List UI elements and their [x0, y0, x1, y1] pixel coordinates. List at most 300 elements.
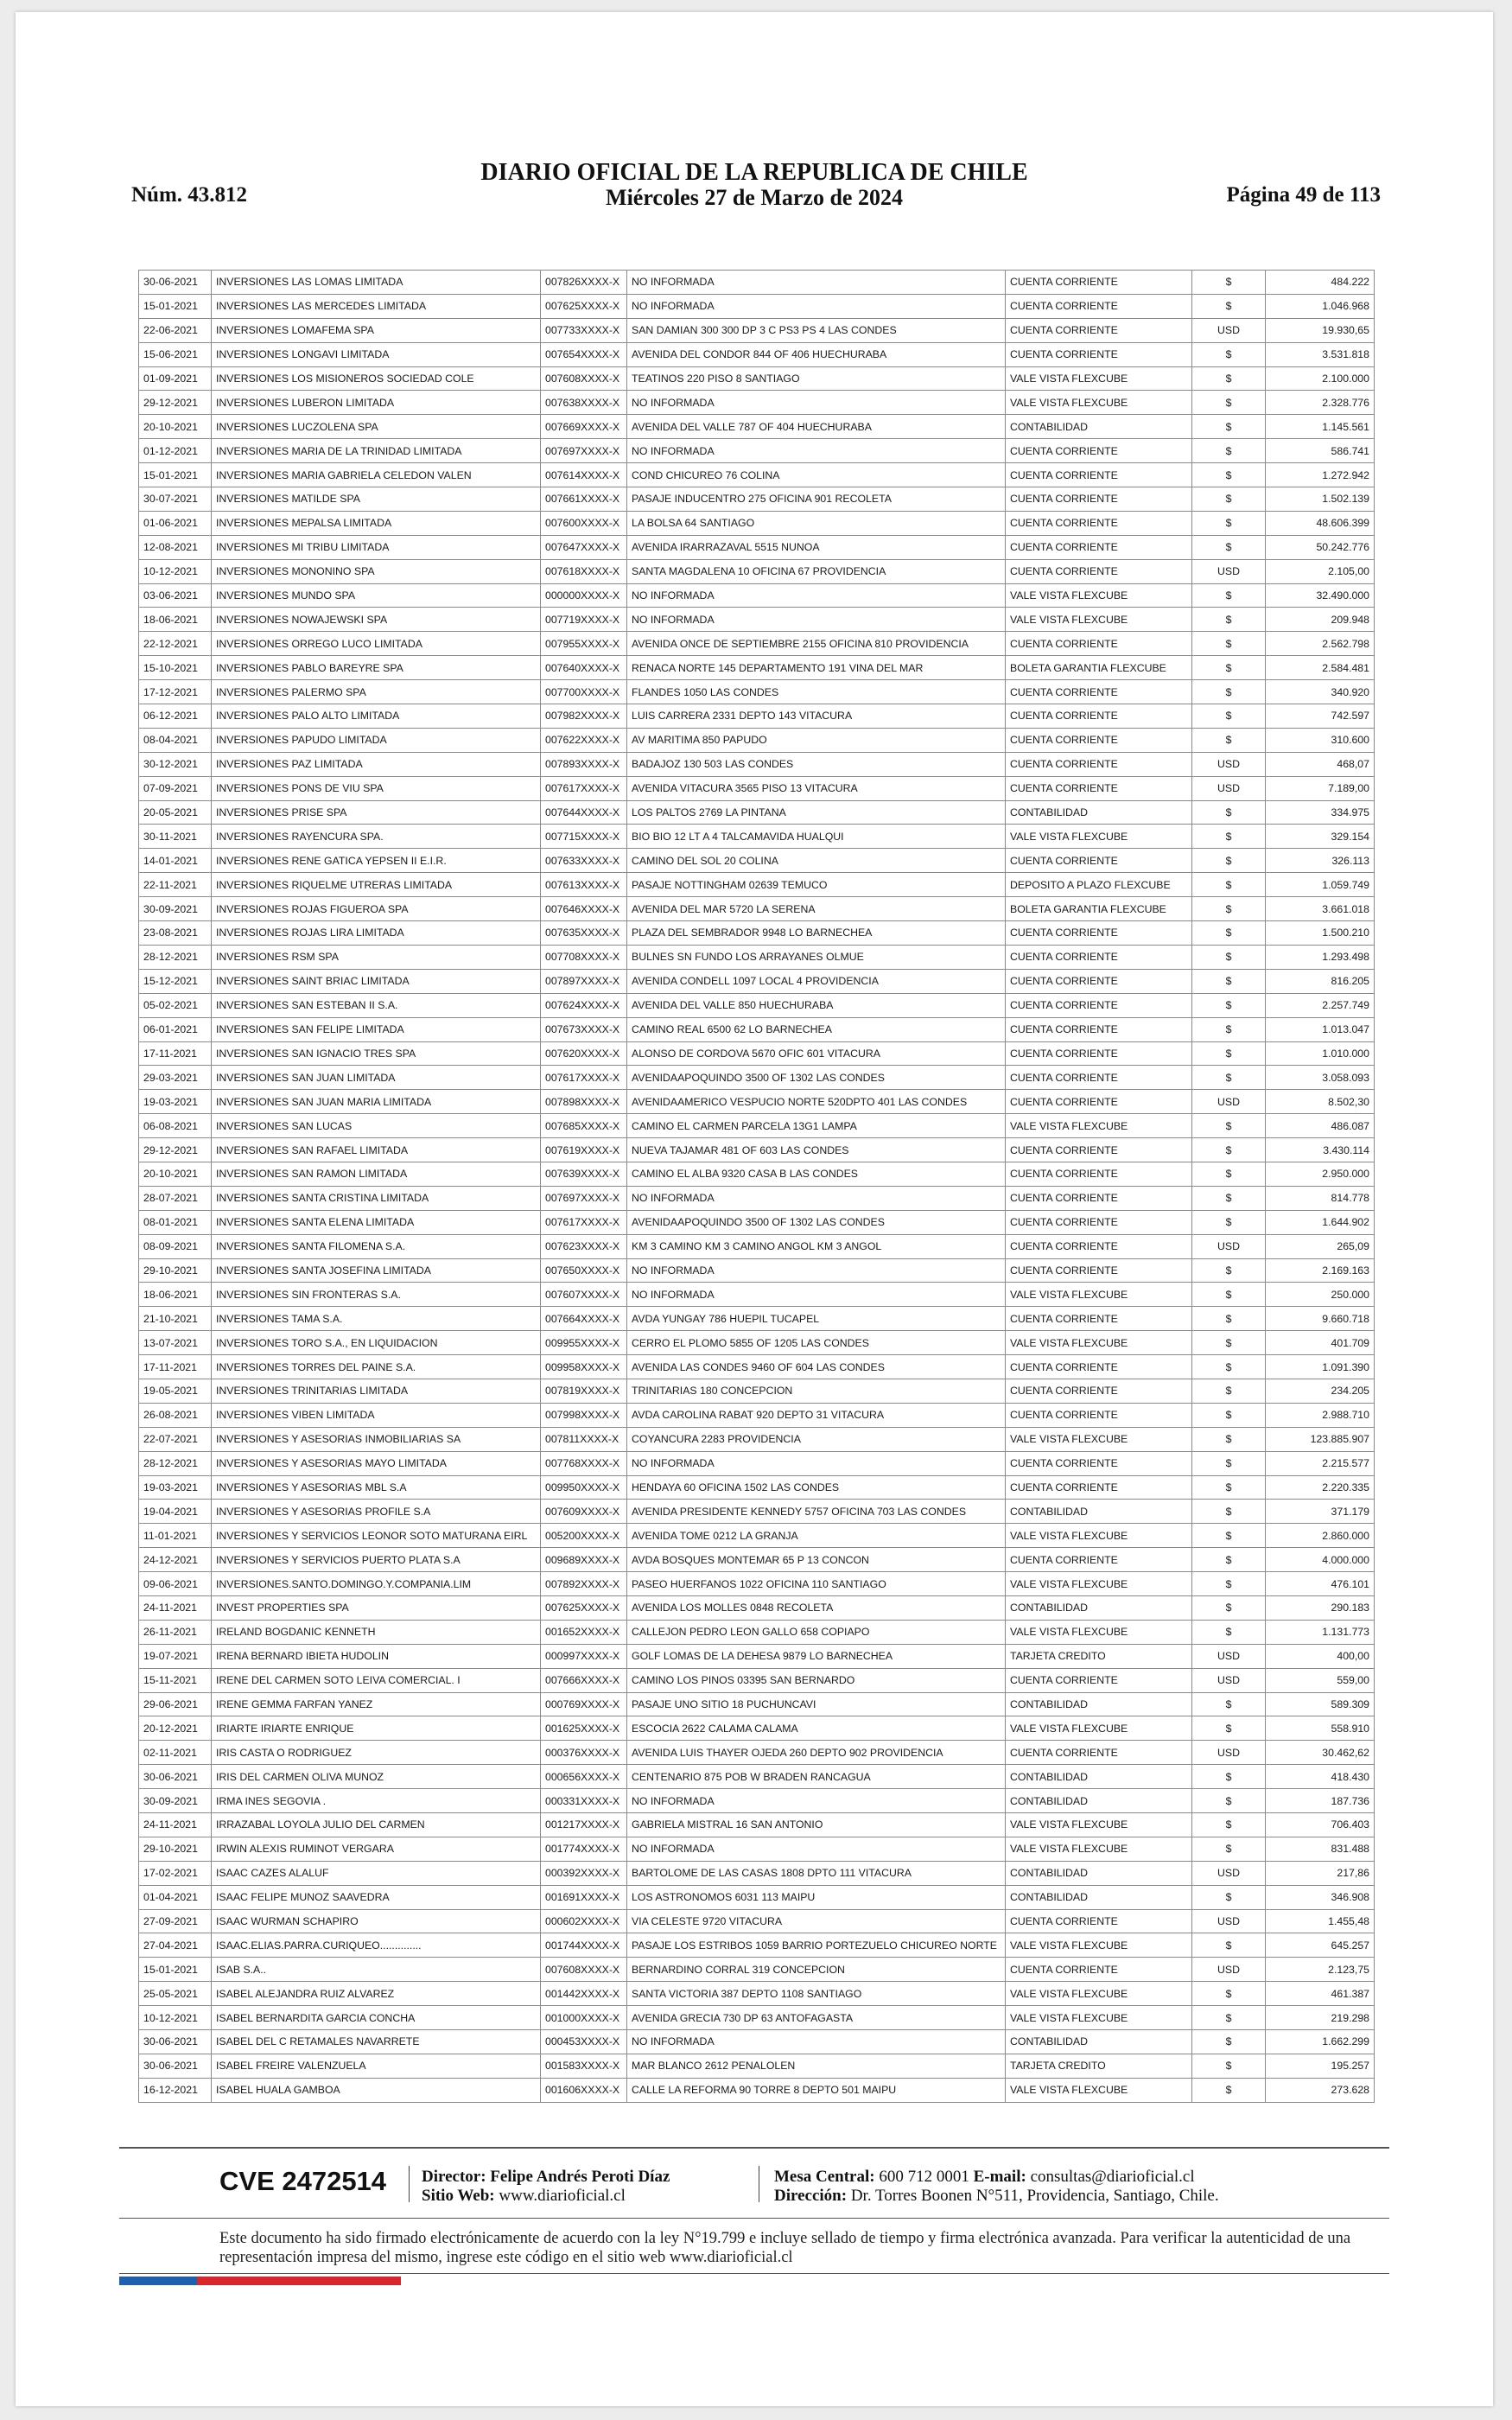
- holder-name-cell: INVERSIONES MEPALSA LIMITADA: [212, 511, 541, 535]
- rut-cell: 007673XXXX-X: [541, 1017, 627, 1041]
- currency-cell: $: [1192, 656, 1266, 680]
- amount-cell: 2.105,00: [1266, 559, 1375, 583]
- table-row: [139, 1355, 1375, 1379]
- table-row: [139, 873, 1375, 897]
- date-cell: 27-09-2021: [139, 1909, 212, 1933]
- amount-cell: 742.597: [1266, 704, 1375, 729]
- rut-cell: 001691XXXX-X: [541, 1885, 627, 1909]
- address-cell: AVENIDA TOME 0212 LA GRANJA: [627, 1524, 1006, 1548]
- table-row: [139, 1475, 1375, 1500]
- amount-cell: 329.154: [1266, 825, 1375, 849]
- rut-cell: 001625XXXX-X: [541, 1716, 627, 1741]
- currency-cell: $: [1192, 969, 1266, 993]
- page-header: [16, 12, 1493, 228]
- currency-cell: USD: [1192, 1909, 1266, 1933]
- table-row: [139, 2030, 1375, 2054]
- account-type-cell: CUENTA CORRIENTE: [1006, 1451, 1192, 1475]
- holder-name-cell: INVEST PROPERTIES SPA: [212, 1595, 541, 1620]
- amount-cell: 1.010.000: [1266, 1041, 1375, 1066]
- account-type-cell: VALE VISTA FLEXCUBE: [1006, 1572, 1192, 1596]
- rut-cell: 007685XXXX-X: [541, 1114, 627, 1138]
- date-cell: 24-12-2021: [139, 1548, 212, 1572]
- currency-cell: $: [1192, 1041, 1266, 1066]
- currency-cell: $: [1192, 294, 1266, 318]
- currency-cell: $: [1192, 1813, 1266, 1837]
- address-cell: BARTOLOME DE LAS CASAS 1808 DPTO 111 VITACURA: [627, 1861, 1006, 1885]
- rut-cell: 007607XXXX-X: [541, 1283, 627, 1307]
- amount-cell: 8.502,30: [1266, 1090, 1375, 1114]
- web-link[interactable]: www.diarioficial.cl: [499, 2187, 626, 2205]
- amount-cell: 486.087: [1266, 1114, 1375, 1138]
- currency-cell: $: [1192, 728, 1266, 752]
- currency-cell: $: [1192, 849, 1266, 873]
- date-cell: 19-07-2021: [139, 1644, 212, 1668]
- table-row: [139, 945, 1375, 969]
- holder-name-cell: INVERSIONES SANTA FILOMENA S.A.: [212, 1234, 541, 1258]
- account-type-cell: CUENTA CORRIENTE: [1006, 1379, 1192, 1403]
- rut-cell: 007644XXXX-X: [541, 800, 627, 825]
- holder-name-cell: INVERSIONES NOWAJEWSKI SPA: [212, 608, 541, 632]
- rut-cell: 007955XXXX-X: [541, 632, 627, 656]
- table-row: [139, 366, 1375, 391]
- holder-name-cell: INVERSIONES PALO ALTO LIMITADA: [212, 704, 541, 729]
- rut-cell: 005200XXXX-X: [541, 1524, 627, 1548]
- account-type-cell: VALE VISTA FLEXCUBE: [1006, 608, 1192, 632]
- amount-cell: 19.930,65: [1266, 318, 1375, 342]
- table-row: [139, 1017, 1375, 1041]
- currency-cell: $: [1192, 825, 1266, 849]
- address-cell: PLAZA DEL SEMBRADOR 9948 LO BARNECHEA: [627, 921, 1006, 946]
- holder-name-cell: IRENA BERNARD IBIETA HUDOLIN: [212, 1644, 541, 1668]
- rut-cell: 009950XXXX-X: [541, 1475, 627, 1500]
- date-cell: 07-09-2021: [139, 776, 212, 800]
- address-cell: PASAJE UNO SITIO 18 PUCHUNCAVI: [627, 1692, 1006, 1716]
- currency-cell: $: [1192, 1017, 1266, 1041]
- records-table: [138, 270, 1375, 2103]
- account-type-cell: VALE VISTA FLEXCUBE: [1006, 1813, 1192, 1837]
- flag-stripe: [119, 2277, 401, 2285]
- rut-cell: 007819XXXX-X: [541, 1379, 627, 1403]
- date-cell: 15-06-2021: [139, 342, 212, 366]
- address-cell: CAMINO DEL SOL 20 COLINA: [627, 849, 1006, 873]
- rut-cell: 007617XXXX-X: [541, 1210, 627, 1234]
- table-row: [139, 1789, 1375, 1813]
- date-cell: 30-06-2021: [139, 2030, 212, 2054]
- amount-cell: 3.661.018: [1266, 897, 1375, 921]
- currency-cell: $: [1192, 1186, 1266, 1210]
- address-cell: AVENIDAAPOQUINDO 3500 OF 1302 LAS CONDES: [627, 1066, 1006, 1090]
- holder-name-cell: INVERSIONES TAMA S.A.: [212, 1307, 541, 1331]
- holder-name-cell: INVERSIONES LUBERON LIMITADA: [212, 391, 541, 415]
- date-cell: 26-11-2021: [139, 1620, 212, 1644]
- holder-name-cell: INVERSIONES PONS DE VIU SPA: [212, 776, 541, 800]
- account-type-cell: CUENTA CORRIENTE: [1006, 1258, 1192, 1283]
- amount-cell: 219.298: [1266, 2006, 1375, 2030]
- account-type-cell: VALE VISTA FLEXCUBE: [1006, 1114, 1192, 1138]
- account-type-cell: CONTABILIDAD: [1006, 1692, 1192, 1716]
- address-cell: NO INFORMADA: [627, 1186, 1006, 1210]
- table-row: [139, 728, 1375, 752]
- rut-cell: 007826XXXX-X: [541, 271, 627, 295]
- date-cell: 01-06-2021: [139, 511, 212, 535]
- flag-red-band: [197, 2277, 401, 2285]
- account-type-cell: VALE VISTA FLEXCUBE: [1006, 1933, 1192, 1958]
- table-row: [139, 1716, 1375, 1741]
- currency-cell: $: [1192, 1114, 1266, 1138]
- account-type-cell: CUENTA CORRIENTE: [1006, 1210, 1192, 1234]
- table-row: [139, 1958, 1375, 1982]
- table-row: [139, 1210, 1375, 1234]
- date-cell: 09-06-2021: [139, 1572, 212, 1596]
- table-row: [139, 1114, 1375, 1138]
- rut-cell: 007640XXXX-X: [541, 656, 627, 680]
- rut-cell: 000602XXXX-X: [541, 1909, 627, 1933]
- address-cell: VIA CELESTE 9720 VITACURA: [627, 1909, 1006, 1933]
- rut-cell: 007647XXXX-X: [541, 535, 627, 559]
- address-cell: AVENIDA DEL VALLE 850 HUECHURABA: [627, 993, 1006, 1017]
- amount-cell: 7.189,00: [1266, 776, 1375, 800]
- date-cell: 28-07-2021: [139, 1186, 212, 1210]
- amount-cell: 2.257.749: [1266, 993, 1375, 1017]
- holder-name-cell: ISABEL BERNARDITA GARCIA CONCHA: [212, 2006, 541, 2030]
- currency-cell: $: [1192, 704, 1266, 729]
- holder-name-cell: IRIS DEL CARMEN OLIVA MUNOZ: [212, 1765, 541, 1789]
- holder-name-cell: INVERSIONES MI TRIBU LIMITADA: [212, 535, 541, 559]
- address-cell: NO INFORMADA: [627, 608, 1006, 632]
- rut-cell: 000769XXXX-X: [541, 1692, 627, 1716]
- address-cell: AVENIDA GRECIA 730 DP 63 ANTOFAGASTA: [627, 2006, 1006, 2030]
- account-type-cell: CUENTA CORRIENTE: [1006, 487, 1192, 512]
- account-type-cell: CONTABILIDAD: [1006, 415, 1192, 439]
- holder-name-cell: INVERSIONES LAS LOMAS LIMITADA: [212, 271, 541, 295]
- rut-cell: 007661XXXX-X: [541, 487, 627, 512]
- date-cell: 18-06-2021: [139, 1283, 212, 1307]
- holder-name-cell: INVERSIONES SAN ESTEBAN II S.A.: [212, 993, 541, 1017]
- table-row: [139, 1861, 1375, 1885]
- account-type-cell: CUENTA CORRIENTE: [1006, 271, 1192, 295]
- currency-cell: $: [1192, 415, 1266, 439]
- footer-top-rule: [119, 2147, 1389, 2149]
- amount-cell: 476.101: [1266, 1572, 1375, 1596]
- address-cell: AVENIDAAMERICO VESPUCIO NORTE 520DPTO 401 LAS CONDES: [627, 1090, 1006, 1114]
- account-type-cell: CONTABILIDAD: [1006, 1861, 1192, 1885]
- currency-cell: USD: [1192, 318, 1266, 342]
- account-type-cell: CONTABILIDAD: [1006, 1765, 1192, 1789]
- holder-name-cell: INVERSIONES VIBEN LIMITADA: [212, 1403, 541, 1427]
- currency-cell: USD: [1192, 1090, 1266, 1114]
- account-type-cell: CUENTA CORRIENTE: [1006, 752, 1192, 776]
- holder-name-cell: ISAAC CAZES ALALUF: [212, 1861, 541, 1885]
- rut-cell: 007654XXXX-X: [541, 342, 627, 366]
- holder-name-cell: ISABEL FREIRE VALENZUELA: [212, 2054, 541, 2078]
- currency-cell: $: [1192, 2078, 1266, 2102]
- account-type-cell: VALE VISTA FLEXCUBE: [1006, 1837, 1192, 1861]
- amount-cell: 2.860.000: [1266, 1524, 1375, 1548]
- address-cell: SAN DAMIAN 300 300 DP 3 C PS3 PS 4 LAS CONDES: [627, 318, 1006, 342]
- records-table-wrapper: [138, 270, 1374, 2103]
- signature-notice: Este documento ha sido firmado electrónicamente de acuerdo con la ley N°19.799 e incluye sellado de tiempo y firma electrónica avanzada. Para verificar la autenticidad de una representación impresa del mismo, ingrese este código en el sitio web www.diarioficial.cl: [219, 2230, 1351, 2266]
- table-row: [139, 391, 1375, 415]
- holder-name-cell: INVERSIONES Y ASESORIAS MAYO LIMITADA: [212, 1451, 541, 1475]
- currency-cell: USD: [1192, 1861, 1266, 1885]
- address-cell: NO INFORMADA: [627, 1451, 1006, 1475]
- director-label: Director:: [422, 2168, 486, 2186]
- table-row: [139, 1692, 1375, 1716]
- table-row: [139, 1234, 1375, 1258]
- date-cell: 20-10-2021: [139, 415, 212, 439]
- address-cell: AVENIDA PRESIDENTE KENNEDY 5757 OFICINA 703 LAS CONDES: [627, 1500, 1006, 1524]
- amount-cell: 1.272.942: [1266, 463, 1375, 487]
- currency-cell: $: [1192, 1162, 1266, 1186]
- account-type-cell: CUENTA CORRIENTE: [1006, 1234, 1192, 1258]
- table-row: [139, 1427, 1375, 1451]
- holder-name-cell: ISAAC WURMAN SCHAPIRO: [212, 1909, 541, 1933]
- footer-mid-rule: [119, 2218, 1389, 2219]
- account-type-cell: CUENTA CORRIENTE: [1006, 921, 1192, 946]
- address-cell: CALLE LA REFORMA 90 TORRE 8 DEPTO 501 MAIPU: [627, 2078, 1006, 2102]
- rut-cell: 007715XXXX-X: [541, 825, 627, 849]
- rut-cell: 007892XXXX-X: [541, 1572, 627, 1596]
- table-row: [139, 776, 1375, 800]
- email-link[interactable]: consultas@diarioficial.cl: [1030, 2168, 1195, 2186]
- address-cell: NO INFORMADA: [627, 294, 1006, 318]
- address-cell: AVENIDA ONCE DE SEPTIEMBRE 2155 OFICINA 810 PROVIDENCIA: [627, 632, 1006, 656]
- amount-cell: 2.169.163: [1266, 1258, 1375, 1283]
- account-type-cell: CUENTA CORRIENTE: [1006, 728, 1192, 752]
- table-row: [139, 825, 1375, 849]
- holder-name-cell: INVERSIONES RSM SPA: [212, 945, 541, 969]
- rut-cell: 007613XXXX-X: [541, 873, 627, 897]
- table-row: [139, 993, 1375, 1017]
- account-type-cell: CUENTA CORRIENTE: [1006, 294, 1192, 318]
- account-type-cell: VALE VISTA FLEXCUBE: [1006, 1331, 1192, 1355]
- account-type-cell: CUENTA CORRIENTE: [1006, 1909, 1192, 1933]
- currency-cell: $: [1192, 1716, 1266, 1741]
- currency-cell: $: [1192, 873, 1266, 897]
- account-type-cell: BOLETA GARANTIA FLEXCUBE: [1006, 656, 1192, 680]
- holder-name-cell: INVERSIONES Y SERVICIOS PUERTO PLATA S.A: [212, 1548, 541, 1572]
- date-cell: 20-12-2021: [139, 1716, 212, 1741]
- currency-cell: $: [1192, 511, 1266, 535]
- currency-cell: USD: [1192, 752, 1266, 776]
- address-cell: NO INFORMADA: [627, 1837, 1006, 1861]
- currency-cell: $: [1192, 2054, 1266, 2078]
- currency-cell: $: [1192, 1138, 1266, 1162]
- table-row: [139, 849, 1375, 873]
- holder-name-cell: INVERSIONES ROJAS LIRA LIMITADA: [212, 921, 541, 946]
- table-row: [139, 1982, 1375, 2006]
- account-type-cell: VALE VISTA FLEXCUBE: [1006, 1283, 1192, 1307]
- date-cell: 15-01-2021: [139, 463, 212, 487]
- account-type-cell: CUENTA CORRIENTE: [1006, 1017, 1192, 1041]
- address-cell: AVDA CAROLINA RABAT 920 DEPTO 31 VITACURA: [627, 1403, 1006, 1427]
- rut-cell: 001652XXXX-X: [541, 1620, 627, 1644]
- rut-cell: 007666XXXX-X: [541, 1668, 627, 1692]
- amount-cell: 209.948: [1266, 608, 1375, 632]
- currency-cell: $: [1192, 1595, 1266, 1620]
- account-type-cell: CUENTA CORRIENTE: [1006, 632, 1192, 656]
- table-row: [139, 342, 1375, 366]
- amount-cell: 1.145.561: [1266, 415, 1375, 439]
- table-row: [139, 318, 1375, 342]
- rut-cell: 007617XXXX-X: [541, 1066, 627, 1090]
- currency-cell: $: [1192, 945, 1266, 969]
- currency-cell: $: [1192, 1572, 1266, 1596]
- currency-cell: $: [1192, 1283, 1266, 1307]
- holder-name-cell: INVERSIONES SAN RAFAEL LIMITADA: [212, 1138, 541, 1162]
- date-cell: 13-07-2021: [139, 1331, 212, 1355]
- address-cell: HENDAYA 60 OFICINA 1502 LAS CONDES: [627, 1475, 1006, 1500]
- holder-name-cell: ISABEL HUALA GAMBOA: [212, 2078, 541, 2102]
- table-row: [139, 2054, 1375, 2078]
- table-row: [139, 535, 1375, 559]
- amount-cell: 234.205: [1266, 1379, 1375, 1403]
- date-cell: 21-10-2021: [139, 1307, 212, 1331]
- currency-cell: $: [1192, 1933, 1266, 1958]
- address-cell: NO INFORMADA: [627, 1258, 1006, 1283]
- account-type-cell: CUENTA CORRIENTE: [1006, 463, 1192, 487]
- holder-name-cell: IRRAZABAL LOYOLA JULIO DEL CARMEN: [212, 1813, 541, 1837]
- amount-cell: 1.046.968: [1266, 294, 1375, 318]
- table-row: [139, 294, 1375, 318]
- table-row: [139, 487, 1375, 512]
- holder-name-cell: INVERSIONES SAN IGNACIO TRES SPA: [212, 1041, 541, 1066]
- amount-cell: 290.183: [1266, 1595, 1375, 1620]
- date-cell: 19-05-2021: [139, 1379, 212, 1403]
- holder-name-cell: INVERSIONES ROJAS FIGUEROA SPA: [212, 897, 541, 921]
- date-cell: 30-09-2021: [139, 897, 212, 921]
- rut-cell: 007768XXXX-X: [541, 1451, 627, 1475]
- rut-cell: 007700XXXX-X: [541, 680, 627, 704]
- address-cell: SANTA VICTORIA 387 DEPTO 1108 SANTIAGO: [627, 1982, 1006, 2006]
- date-cell: 19-04-2021: [139, 1500, 212, 1524]
- date-cell: 20-05-2021: [139, 800, 212, 825]
- account-type-cell: CUENTA CORRIENTE: [1006, 680, 1192, 704]
- rut-cell: 007697XXXX-X: [541, 1186, 627, 1210]
- currency-cell: $: [1192, 535, 1266, 559]
- rut-cell: 001583XXXX-X: [541, 2054, 627, 2078]
- account-type-cell: CUENTA CORRIENTE: [1006, 1958, 1192, 1982]
- address-label: Dirección:: [774, 2187, 848, 2205]
- holder-name-cell: INVERSIONES MUNDO SPA: [212, 583, 541, 608]
- date-cell: 01-09-2021: [139, 366, 212, 391]
- currency-cell: $: [1192, 342, 1266, 366]
- currency-cell: USD: [1192, 1668, 1266, 1692]
- table-row: [139, 1138, 1375, 1162]
- address-cell: KM 3 CAMINO KM 3 CAMINO ANGOL KM 3 ANGOL: [627, 1234, 1006, 1258]
- amount-cell: 1.059.749: [1266, 873, 1375, 897]
- account-type-cell: CUENTA CORRIENTE: [1006, 1403, 1192, 1427]
- date-cell: 01-12-2021: [139, 439, 212, 463]
- amount-cell: 586.741: [1266, 439, 1375, 463]
- rut-cell: 007733XXXX-X: [541, 318, 627, 342]
- table-row: [139, 969, 1375, 993]
- rut-cell: 007623XXXX-X: [541, 1234, 627, 1258]
- address-cell: AVENIDA DEL CONDOR 844 OF 406 HUECHURABA: [627, 342, 1006, 366]
- amount-cell: 217,86: [1266, 1861, 1375, 1885]
- amount-cell: 3.430.114: [1266, 1138, 1375, 1162]
- table-row: [139, 511, 1375, 535]
- records-table-body: [139, 271, 1375, 2103]
- currency-cell: $: [1192, 583, 1266, 608]
- table-row: [139, 921, 1375, 946]
- address-cell: AVENIDA IRARRAZAVAL 5515 NUNOA: [627, 535, 1006, 559]
- rut-cell: 007898XXXX-X: [541, 1090, 627, 1114]
- amount-cell: 310.600: [1266, 728, 1375, 752]
- account-type-cell: CONTABILIDAD: [1006, 2030, 1192, 2054]
- holder-name-cell: INVERSIONES Y ASESORIAS PROFILE S.A: [212, 1500, 541, 1524]
- date-cell: 22-07-2021: [139, 1427, 212, 1451]
- address-cell: CERRO EL PLOMO 5855 OF 1205 LAS CONDES: [627, 1331, 1006, 1355]
- date-cell: 30-06-2021: [139, 271, 212, 295]
- address-cell: SANTA MAGDALENA 10 OFICINA 67 PROVIDENCIA: [627, 559, 1006, 583]
- table-row: [139, 1548, 1375, 1572]
- date-cell: 06-08-2021: [139, 1114, 212, 1138]
- currency-cell: $: [1192, 1066, 1266, 1090]
- rut-cell: 001000XXXX-X: [541, 2006, 627, 2030]
- address-cell: AVENIDA LAS CONDES 9460 OF 604 LAS CONDES: [627, 1355, 1006, 1379]
- account-type-cell: CUENTA CORRIENTE: [1006, 342, 1192, 366]
- rut-cell: 000453XXXX-X: [541, 2030, 627, 2054]
- date-cell: 03-06-2021: [139, 583, 212, 608]
- table-row: [139, 632, 1375, 656]
- amount-cell: 2.215.577: [1266, 1451, 1375, 1475]
- holder-name-cell: INVERSIONES SAN LUCAS: [212, 1114, 541, 1138]
- address-cell: PASAJE NOTTINGHAM 02639 TEMUCO: [627, 873, 1006, 897]
- date-cell: 24-11-2021: [139, 1595, 212, 1620]
- currency-cell: $: [1192, 897, 1266, 921]
- address-cell: CAMINO EL ALBA 9320 CASA B LAS CONDES: [627, 1162, 1006, 1186]
- rut-cell: 007633XXXX-X: [541, 849, 627, 873]
- currency-cell: $: [1192, 366, 1266, 391]
- holder-name-cell: IRIARTE IRIARTE ENRIQUE: [212, 1716, 541, 1741]
- account-type-cell: CUENTA CORRIENTE: [1006, 511, 1192, 535]
- account-type-cell: VALE VISTA FLEXCUBE: [1006, 1982, 1192, 2006]
- account-type-cell: CUENTA CORRIENTE: [1006, 1355, 1192, 1379]
- date-cell: 30-11-2021: [139, 825, 212, 849]
- account-type-cell: TARJETA CREDITO: [1006, 1644, 1192, 1668]
- address-cell: NUEVA TAJAMAR 481 OF 603 LAS CONDES: [627, 1138, 1006, 1162]
- amount-cell: 4.000.000: [1266, 1548, 1375, 1572]
- date-cell: 24-11-2021: [139, 1813, 212, 1837]
- date-cell: 22-06-2021: [139, 318, 212, 342]
- address-cell: PASAJE LOS ESTRIBOS 1059 BARRIO PORTEZUELO CHICUREO NORTE: [627, 1933, 1006, 1958]
- address-cell: LUIS CARRERA 2331 DEPTO 143 VITACURA: [627, 704, 1006, 729]
- publication-date: Miércoles 27 de Marzo de 2024: [606, 185, 903, 210]
- amount-cell: 645.257: [1266, 1933, 1375, 1958]
- holder-name-cell: ISAB S.A..: [212, 1958, 541, 1982]
- currency-cell: $: [1192, 2030, 1266, 2054]
- currency-cell: $: [1192, 271, 1266, 295]
- amount-cell: 418.430: [1266, 1765, 1375, 1789]
- table-row: [139, 1741, 1375, 1765]
- amount-cell: 468,07: [1266, 752, 1375, 776]
- rut-cell: 007669XXXX-X: [541, 415, 627, 439]
- amount-cell: 1.013.047: [1266, 1017, 1375, 1041]
- holder-name-cell: INVERSIONES LOS MISIONEROS SOCIEDAD COLE: [212, 366, 541, 391]
- address-cell: LA BOLSA 64 SANTIAGO: [627, 511, 1006, 535]
- email-label: E-mail:: [973, 2168, 1026, 2186]
- account-type-cell: CUENTA CORRIENTE: [1006, 1548, 1192, 1572]
- rut-cell: 007614XXXX-X: [541, 463, 627, 487]
- amount-cell: 346.908: [1266, 1885, 1375, 1909]
- date-cell: 15-10-2021: [139, 656, 212, 680]
- holder-name-cell: INVERSIONES SANTA ELENA LIMITADA: [212, 1210, 541, 1234]
- address-cell: ESCOCIA 2622 CALAMA CALAMA: [627, 1716, 1006, 1741]
- account-type-cell: CUENTA CORRIENTE: [1006, 535, 1192, 559]
- address-cell: AVENIDAAPOQUINDO 3500 OF 1302 LAS CONDES: [627, 1210, 1006, 1234]
- table-row: [139, 1258, 1375, 1283]
